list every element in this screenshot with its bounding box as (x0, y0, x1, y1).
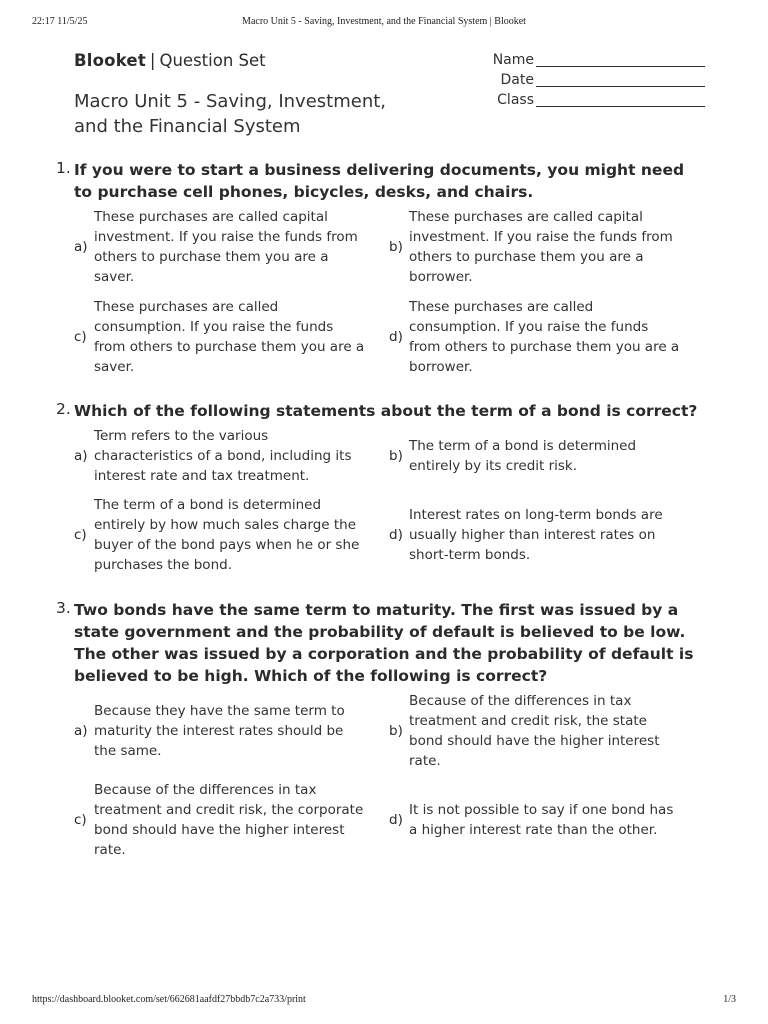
option-letter: c) (74, 527, 87, 543)
option-letter: d) (389, 329, 403, 345)
print-url: https://dashboard.blooket.com/set/662681aafdf27bbdb7c2a733/print (32, 994, 306, 1005)
print-page-title: Macro Unit 5 - Saving, Investment, and the Financial System | Blooket (242, 16, 526, 27)
option-text: Interest rates on long-term bonds are usually higher than interest rates on short-term bonds. (409, 507, 663, 563)
question-text: If you were to start a business delivering documents, you might need to purchase cell phones, bicycles, desks, and chairs. (74, 161, 685, 201)
option-text: The term of a bond is determined entirely by its credit risk. (409, 438, 637, 474)
question-text: Two bonds have the same term to maturity. The first was issued by a state government and the probability of default is believed to be low. The other was issued by a corporation and the probability of default is believed to be high. Which of the following is correct? (74, 601, 694, 685)
answer-option-d (389, 494, 681, 576)
answer-option-a (74, 690, 366, 772)
date-label: Date (500, 72, 534, 88)
date-blank-line (536, 86, 705, 87)
option-letter: a) (74, 723, 88, 739)
option-letter: d) (389, 527, 403, 543)
date-field (470, 72, 710, 92)
option-letter: a) (74, 239, 88, 255)
print-timestamp: 22:17 11/5/25 (32, 16, 88, 27)
question-number: 3. (56, 599, 71, 617)
brand-separator: | (149, 51, 156, 70)
answer-option-d (389, 296, 681, 378)
answer-option-a (74, 425, 366, 487)
option-text: These purchases are called consumption. If you raise the funds from others to purchase them you are a saver. (94, 299, 365, 375)
option-text: Because of the differences in tax treatment and credit risk, the corporate bond should have the higher interest rate. (94, 782, 364, 858)
question-number: 1. (56, 159, 71, 177)
class-label: Class (497, 92, 534, 108)
name-label: Name (492, 52, 534, 68)
answer-option-b (389, 206, 681, 288)
option-text: These purchases are called capital investment. If you raise the funds from others to purchase them you are a borrower. (409, 209, 673, 285)
class-field (470, 92, 710, 112)
option-text: Term refers to the various characteristics of a bond, including its interest rate and tax treatment. (94, 428, 352, 484)
option-letter: c) (74, 812, 87, 828)
option-text: The term of a bond is determined entirely by how much sales charge the buyer of the bond pays when he or she purchases the bond. (94, 497, 360, 573)
option-text: These purchases are called consumption. If you raise the funds from others to purchase them you are a borrower. (409, 299, 680, 375)
brand-line (74, 51, 266, 70)
answer-option-c (74, 494, 366, 576)
class-blank-line (536, 106, 705, 107)
answer-option-d (389, 779, 681, 861)
blooket-logo: Blooket (74, 51, 146, 70)
answer-option-c (74, 779, 366, 861)
page-number: 1/3 (723, 994, 736, 1005)
option-letter: a) (74, 448, 88, 464)
answer-option-a (74, 206, 366, 288)
option-text: These purchases are called capital investment. If you raise the funds from others to purchase them you are a saver. (94, 209, 358, 285)
answer-option-c (74, 296, 366, 378)
answer-option-b (389, 425, 681, 487)
name-blank-line (536, 66, 705, 67)
option-letter: b) (389, 239, 403, 255)
option-letter: d) (389, 812, 403, 828)
set-title: Macro Unit 5 - Saving, Investment, and the Financial System (74, 91, 387, 137)
answer-option-b (389, 690, 681, 772)
print-header (32, 16, 736, 30)
option-letter: b) (389, 448, 403, 464)
question-text: Which of the following statements about the term of a bond is correct? (74, 402, 698, 420)
student-info-fields (470, 52, 710, 112)
print-footer (32, 994, 736, 1008)
option-letter: b) (389, 723, 403, 739)
option-text: Because they have the same term to maturity the interest rates should be the same. (94, 703, 345, 759)
brand-subtitle: Question Set (159, 51, 266, 70)
option-text: It is not possible to say if one bond has a higher interest rate than the other. (409, 802, 674, 838)
name-field (470, 52, 710, 72)
question-number: 2. (56, 400, 71, 418)
option-letter: c) (74, 329, 87, 345)
option-text: Because of the differences in tax treatment and credit risk, the state bond should have the higher interest rate. (409, 693, 660, 769)
